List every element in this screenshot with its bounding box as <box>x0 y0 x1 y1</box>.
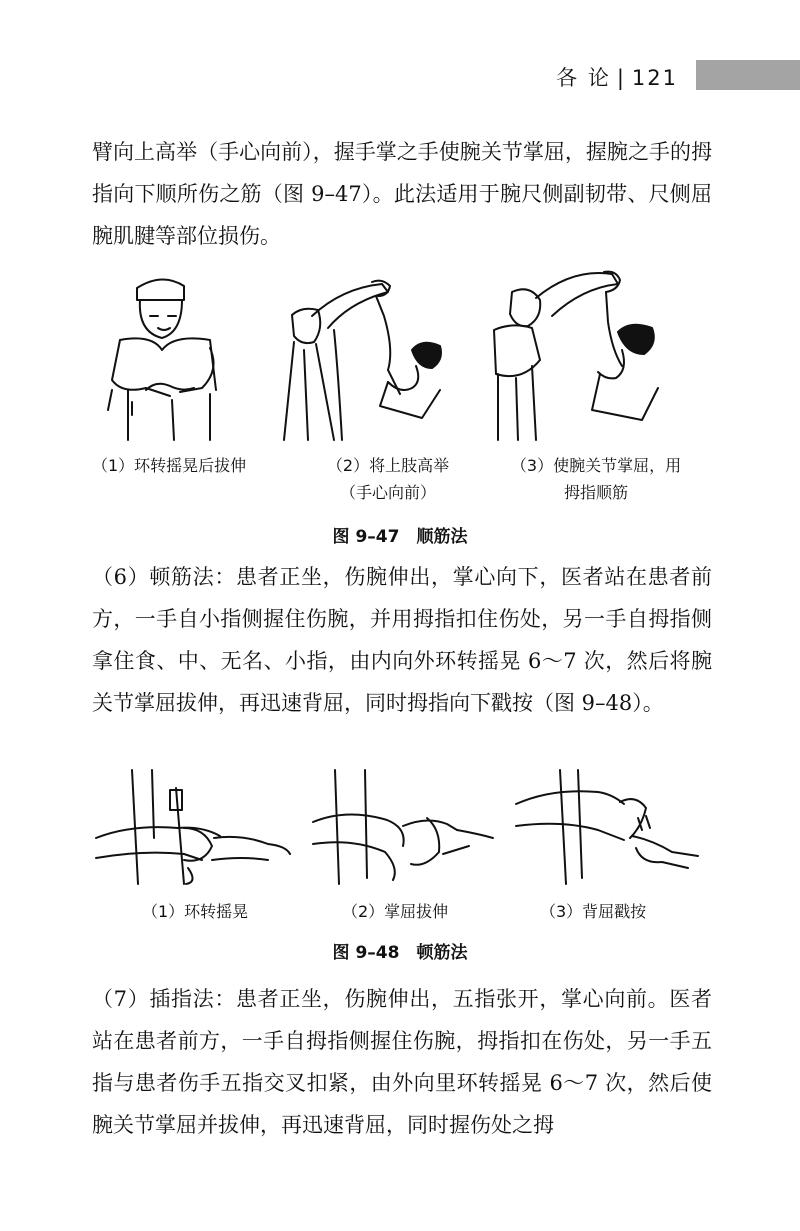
figure-9-48-image-1 <box>92 768 307 893</box>
figure-9-48-caption-3: （3）背屈戳按 <box>540 902 647 921</box>
caption-line: （1）环转摇晃后拔伸 <box>92 456 247 475</box>
figure-9-47-image-2 <box>272 270 482 445</box>
header-text <box>556 62 678 92</box>
illustration-flex-wrist <box>482 270 672 445</box>
figure-9-47-caption-1 <box>92 452 246 479</box>
illustration-flex-stretch <box>307 768 497 888</box>
header-section: 各 论 <box>556 66 611 90</box>
illustration-rotate-shake <box>92 270 242 445</box>
figure-9-47-image-3 <box>482 270 712 445</box>
caption-line: （3）使腕关节掌屈，用 <box>510 456 682 475</box>
caption-line: 拇指顺筋 <box>563 483 628 502</box>
header-separator: | <box>616 66 626 90</box>
header-bar <box>696 60 800 90</box>
figure-9-48-title: 图 9–48 顿筋法 <box>332 943 468 963</box>
figure-9-47-caption-3 <box>498 452 694 506</box>
caption-line: （手心向前） <box>339 483 436 502</box>
figure-9-48-image-3 <box>512 768 712 893</box>
caption-line: （2）将上肢高举 <box>326 456 450 475</box>
page-header <box>0 60 800 94</box>
illustration-dorsiflex-press <box>512 768 702 888</box>
figure-9-48-image-2 <box>307 768 512 893</box>
illustration-raise-limb <box>272 270 452 445</box>
figure-9-47-images <box>92 270 712 445</box>
figure-9-47-image-1 <box>92 270 272 445</box>
figure-9-48-images <box>92 768 712 893</box>
illustration-rotate-shake-2 <box>92 768 292 888</box>
paragraph-1: 臂向上高举（手心向前），握手掌之手使腕关节掌屈，握腕之手的拇指向下顺所伤之筋（图 9–47）。此法适用于腕尺侧副韧带、尺侧屈腕肌腱等部位损伤。 <box>92 140 712 248</box>
paragraph-2: （6）顿筋法：患者正坐，伤腕伸出，掌心向下，医者站在患者前方，一手自小指侧握住伤腕，并用拇指扣住伤处，另一手自拇指侧拿住食、中、无名、小指，由内向外环转摇晃 6～7 次，然后将腕关节掌屈拔伸，再迅速背屈，同时拇指向下戳按（图 9–48）。 <box>92 565 712 715</box>
figure-9-48-caption-1: （1）环转摇晃 <box>142 902 249 921</box>
paragraph-3: （7）插指法：患者正坐，伤腕伸出，五指张开，掌心向前。医者站在患者前方，一手自拇指侧握住伤腕，拇指扣在伤处，另一手五指与患者伤手五指交叉扣紧，由外向里环转摇晃 6～7 次，然后使腕关节掌屈并拔伸，再迅速背屈，同时握伤处之拇 <box>92 987 712 1137</box>
figure-9-48-caption-2: （2）掌屈拔伸 <box>342 902 449 921</box>
figure-9-47-title: 图 9–47 顺筋法 <box>332 527 468 547</box>
page-number: 121 <box>631 66 678 90</box>
figure-9-47-caption-2 <box>302 452 474 506</box>
